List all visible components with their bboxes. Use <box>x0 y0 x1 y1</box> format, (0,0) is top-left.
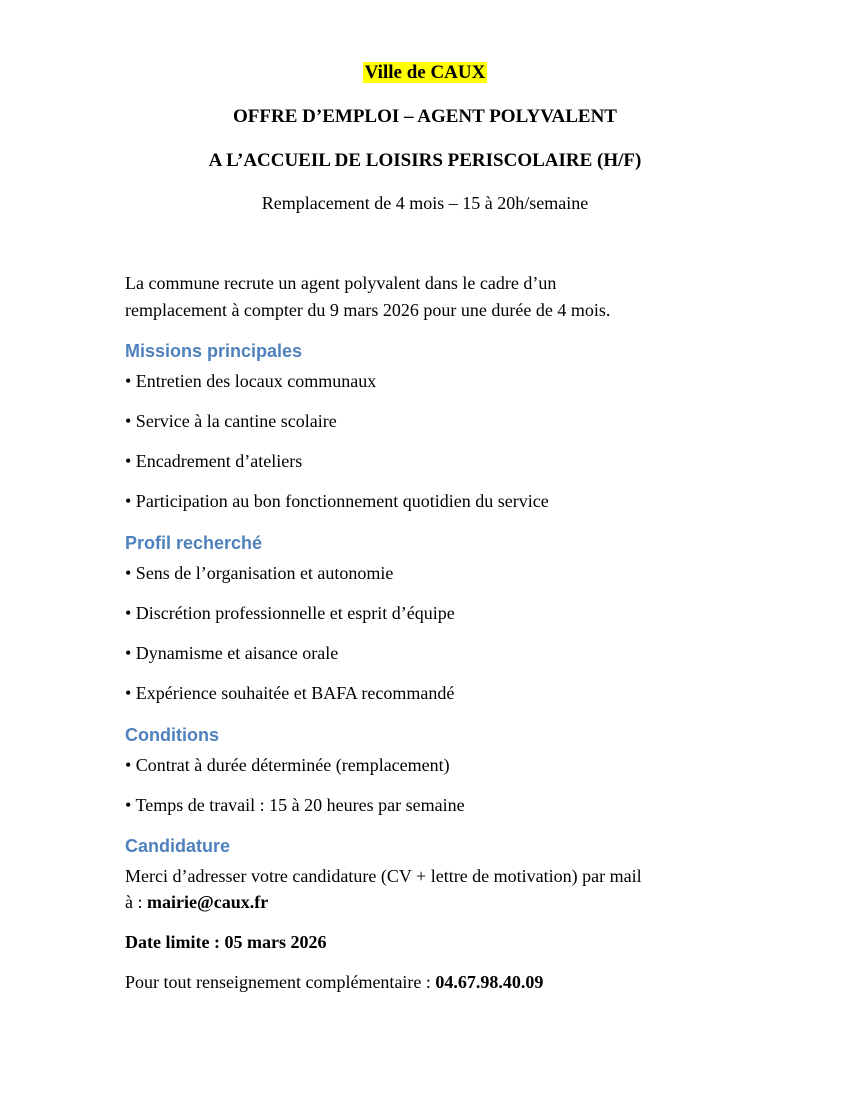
list-item: • Discrétion professionnelle et esprit d’équipe <box>125 603 455 623</box>
list-item: • Contrat à durée déterminée (remplacement) <box>125 755 450 775</box>
title-line-2: A L’ACCUEIL DE LOISIRS PERISCOLAIRE (H/F) <box>208 150 642 171</box>
intro-line-2: remplacement à compter du 9 mars 2026 pour une durée de 4 mois. <box>125 300 611 320</box>
list-item: • Sens de l’organisation et autonomie <box>125 563 394 583</box>
list-item: • Temps de travail : 15 à 20 heures par semaine <box>125 795 465 815</box>
candidature-heading: Candidature <box>125 836 231 856</box>
list-item: • Participation au bon fonctionnement quotidien du service <box>125 491 549 511</box>
list-item: • Expérience souhaitée et BAFA recommandé <box>125 683 455 703</box>
candidature-line-1: Merci d’adresser votre candidature (CV + lettre de motivation) par mail <box>125 866 642 886</box>
candidature-line-2: à : mairie@caux.fr <box>125 892 269 912</box>
list-item: • Dynamisme et aisance orale <box>125 643 339 663</box>
list-item: • Service à la cantine scolaire <box>125 411 337 431</box>
profil-heading: Profil recherché <box>125 533 263 553</box>
phone-number: 04.67.98.40.09 <box>435 972 544 992</box>
title-line-1: OFFRE D’EMPLOI – AGENT POLYVALENT <box>233 106 617 127</box>
conditions-heading: Conditions <box>125 725 219 745</box>
intro-line-1: La commune recrute un agent polyvalent dans le cadre d’un <box>125 273 557 293</box>
email-link[interactable]: mairie@caux.fr <box>147 892 269 912</box>
subtitle: Remplacement de 4 mois – 15 à 20h/semaine <box>261 193 589 213</box>
missions-heading: Missions principales <box>125 341 303 361</box>
list-item: • Encadrement d’ateliers <box>125 451 303 471</box>
list-item: • Entretien des locaux communaux <box>125 371 377 391</box>
info-line: Pour tout renseignement complémentaire : 04.67.98.40.09 <box>125 972 544 992</box>
town-name: Ville de CAUX <box>364 62 486 83</box>
deadline: Date limite : 05 mars 2026 <box>125 932 327 952</box>
